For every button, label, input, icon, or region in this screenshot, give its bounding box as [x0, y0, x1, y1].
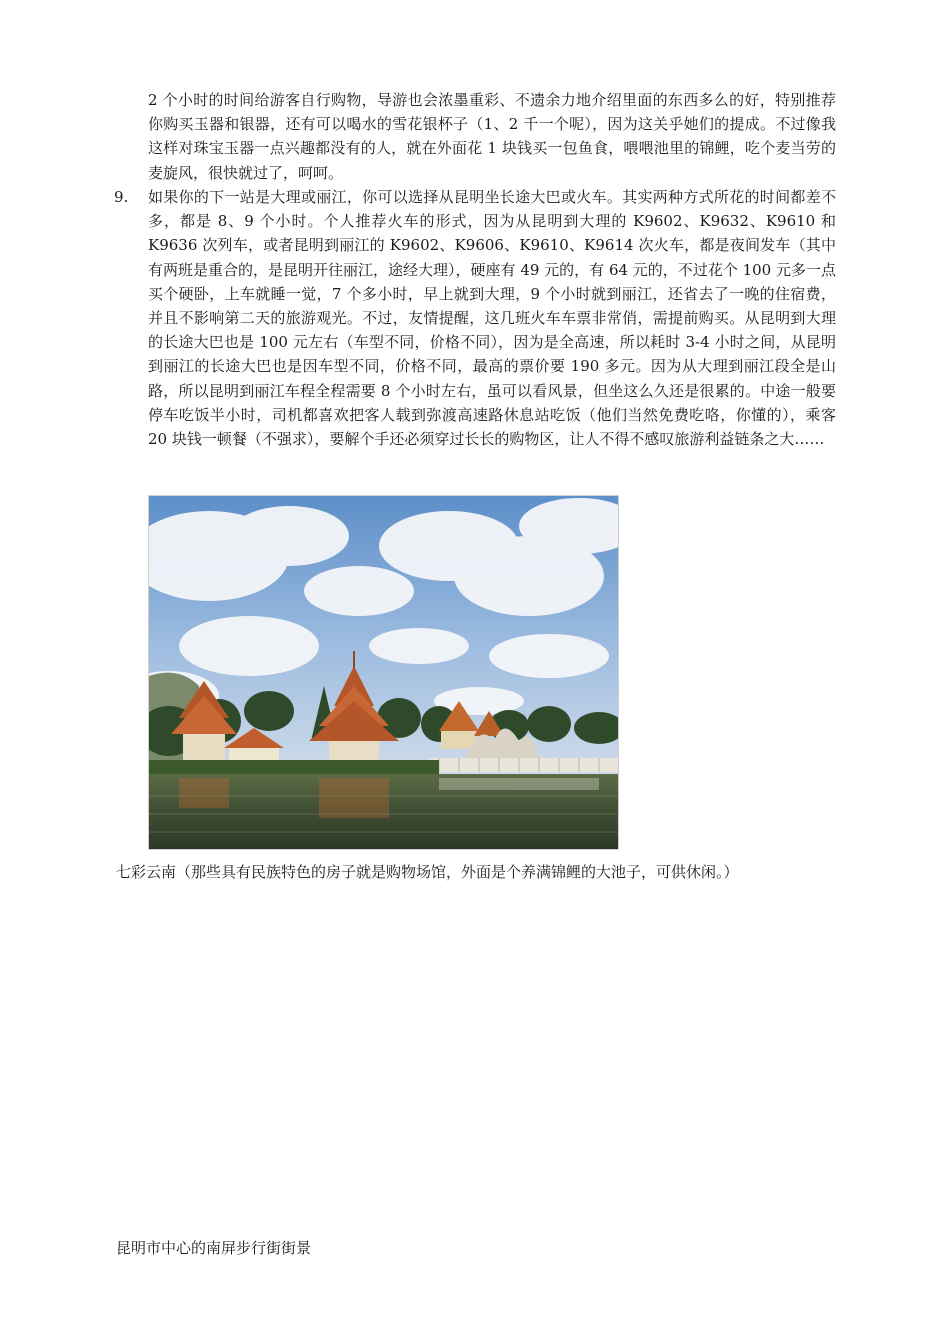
photo-caption-next: 昆明市中心的南屏步行街街景 — [116, 1239, 312, 1257]
list-item-text: 如果你的下一站是大理或丽江，你可以选择从昆明坐长途大巴或火车。其实两种方式所花的时间都差不多，都是 8、9 个小时。个人推荐火车的形式，因为从昆明到大理的 K9602、K9632、K9610 和 K9636 次列车，或者昆明到丽江的 K9602、K9606、K9610、K9614 次火车，都是夜间发车（其中有两班是重合的，是昆明开往丽江，途经大理），硬座有 49 元的，有 64 元的，不过花个 100 元多一点买个硬卧，上车就睡一觉，7 个多小时，早上就到大理，9 个小时就到丽江，还省去了一晚的住宿费，并且不影响第二天的旅游观光。不过，友情提醒，这几班火车车票非常俏，需提前购买。从昆明到大理的长途大巴也是 100 元左右（车型不同，价格不同），因为是全高速，所以耗时 3-4 小时之间，从昆明到丽江的长途大巴也是因车型不同，价格不同，最高的票价要 190 多元。因为从大理到丽江段全是山路，所以昆明到丽江车程全程需要 8 个小时左右，虽可以看风景，但坐这么久还是很累的。中途一般要停车吃饭半小时，司机都喜欢把客人载到弥渡高速路休息站吃饭（他们当然免费吃咯，你懂的），乘客 20 块钱一顿餐（不强求），要解个手还必须穿过长长的购物区，让人不得不感叹旅游利益链条之大…… — [148, 188, 836, 449]
list-item-number: 9. — [114, 188, 129, 206]
photo-caption: 七彩云南（那些具有民族特色的房子就是购物场馆，外面是个养满锦鲤的大池子，可供休闲。） — [116, 863, 739, 881]
paragraph-continued: 2 个小时的时间给游客自行购物，导游也会浓墨重彩、不遗余力地介绍里面的东西多么的好，特别推荐你购买玉器和银器，还有可以喝水的雪花银杯子（1、2 千一个呢），因为这关乎她们的提成。不过像我这样对珠宝玉器一点兴趣都没有的人，就在外面花 1 块钱买一包鱼食，喂喂池里的锦鲤，吃个麦当劳的麦旋风，很快就过了，呵呵。 — [148, 91, 836, 182]
lake-pavilion-photo — [148, 495, 619, 850]
